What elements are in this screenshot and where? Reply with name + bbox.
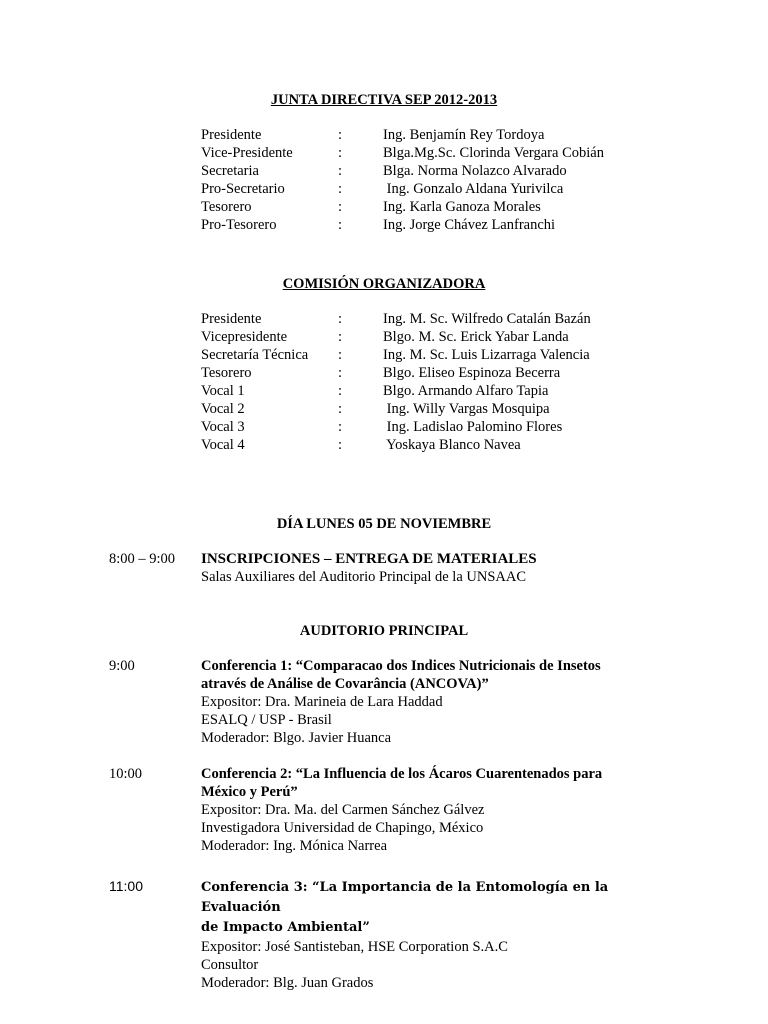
role-label: Vice-Presidente <box>201 145 293 161</box>
role-label: Secretaria <box>201 163 259 179</box>
conference-block <box>201 657 661 747</box>
role-label: Vocal 2 <box>201 401 245 417</box>
auditorio-heading: AUDITORIO PRINCIPAL <box>299 623 469 639</box>
event-time: 9:00 <box>109 658 135 674</box>
roster-row <box>0 310 768 328</box>
junta-directiva-heading: JUNTA DIRECTIVA SEP 2012-2013 <box>270 92 498 108</box>
conference-affiliation: Consultor <box>201 957 259 973</box>
person-name: Ing. Benjamín Rey Tordoya <box>383 127 545 143</box>
separator: : <box>338 311 343 327</box>
registration-title: INSCRIPCIONES – ENTREGA DE MATERIALES <box>201 551 537 567</box>
role-label: Pro-Secretario <box>201 181 285 197</box>
conference-title-cont: através de Análise de Covarância (ANCOVA)” <box>201 676 489 692</box>
conference-moderator: Moderador: Ing. Mónica Narrea <box>201 838 388 854</box>
roster-row <box>0 126 768 144</box>
role-label: Vocal 1 <box>201 383 245 399</box>
roster-row <box>0 364 768 382</box>
registration-place: Salas Auxiliares del Auditorio Principal de la UNSAAC <box>201 569 527 585</box>
roster-row <box>0 198 768 216</box>
separator: : <box>338 127 343 143</box>
separator: : <box>338 365 343 381</box>
person-name: Blga. Norma Nolazco Alvarado <box>383 163 567 179</box>
person-name: Blgo. M. Sc. Erick Yabar Landa <box>383 329 569 345</box>
person-name: Blga.Mg.Sc. Clorinda Vergara Cobián <box>383 145 604 161</box>
person-name: Ing. Willy Vargas Mosquipa <box>383 401 550 417</box>
conference-title-cont: México y Perú” <box>201 784 298 800</box>
separator: : <box>338 329 343 345</box>
role-label: Pro-Tesorero <box>201 217 277 233</box>
role-label: Vocal 3 <box>201 419 245 435</box>
conference-speaker: Expositor: Dra. Ma. del Carmen Sánchez Gálvez <box>201 802 485 818</box>
person-name: Blgo. Armando Alfaro Tapia <box>383 383 549 399</box>
separator: : <box>338 181 343 197</box>
registration-time: 8:00 – 9:00 <box>109 551 176 567</box>
person-name: Ing. M. Sc. Luis Lizarraga Valencia <box>383 347 590 363</box>
conference-affiliation: ESALQ / USP - Brasil <box>201 712 332 728</box>
conference-title: Conferencia 2: “La Influencia de los Ácaros Cuarentenados para <box>201 766 603 782</box>
separator: : <box>338 199 343 215</box>
person-name: Ing. M. Sc. Wilfredo Catalán Bazán <box>383 311 591 327</box>
separator: : <box>338 437 343 453</box>
roster-row <box>0 144 768 162</box>
conference-title: Conferencia 1: “Comparacao dos Indices Nutricionais de Insetos <box>201 658 601 674</box>
separator: : <box>338 163 343 179</box>
separator: : <box>338 347 343 363</box>
roster-row <box>0 382 768 400</box>
roster-row <box>0 418 768 436</box>
role-label: Vocal 4 <box>201 437 245 453</box>
roster-row <box>0 216 768 234</box>
person-name: Ing. Ladislao Palomino Flores <box>383 419 563 435</box>
roster-row <box>0 400 768 418</box>
conference-speaker: Expositor: Dra. Marineia de Lara Haddad <box>201 694 443 710</box>
day-heading: DÍA LUNES 05 DE NOVIEMBRE <box>276 516 492 532</box>
conference-moderator: Moderador: Blg. Juan Grados <box>201 975 374 991</box>
person-name: Blgo. Eliseo Espinoza Becerra <box>383 365 561 381</box>
role-label: Vicepresidente <box>201 329 288 345</box>
separator: : <box>338 145 343 161</box>
separator: : <box>338 401 343 417</box>
separator: : <box>338 419 343 435</box>
conference-speaker: Expositor: José Santisteban, HSE Corporation S.A.C <box>201 939 508 955</box>
conference-moderator: Moderador: Blgo. Javier Huanca <box>201 730 392 746</box>
conference-block <box>201 878 661 992</box>
comision-organizadora-heading: COMISIÓN ORGANIZADORA <box>282 276 486 292</box>
conference-block <box>201 765 661 855</box>
event-time: 10:00 <box>109 766 143 782</box>
person-name: Ing. Jorge Chávez Lanfranchi <box>383 217 556 233</box>
role-label: Presidente <box>201 311 262 327</box>
conference-title-cont: de Impacto Ambiental” <box>201 920 370 935</box>
role-label: Tesorero <box>201 365 252 381</box>
roster-row <box>0 162 768 180</box>
role-label: Tesorero <box>201 199 252 215</box>
roster-row <box>0 436 768 454</box>
roster-row <box>0 346 768 364</box>
separator: : <box>338 383 343 399</box>
role-label: Presidente <box>201 127 262 143</box>
person-name: Ing. Karla Ganoza Morales <box>383 199 541 215</box>
role-label: Secretaría Técnica <box>201 347 309 363</box>
roster-row <box>0 180 768 198</box>
person-name: Yoskaya Blanco Navea <box>383 437 521 453</box>
event-time: 11:00 <box>109 878 143 894</box>
conference-title: Conferencia 3: “La Importancia de la Entomología en la Evaluación <box>201 880 609 915</box>
roster-row <box>0 328 768 346</box>
conference-affiliation: Investigadora Universidad de Chapingo, México <box>201 820 484 836</box>
separator: : <box>338 217 343 233</box>
person-name: Ing. Gonzalo Aldana Yurivilca <box>383 181 564 197</box>
registration-block <box>201 550 661 586</box>
